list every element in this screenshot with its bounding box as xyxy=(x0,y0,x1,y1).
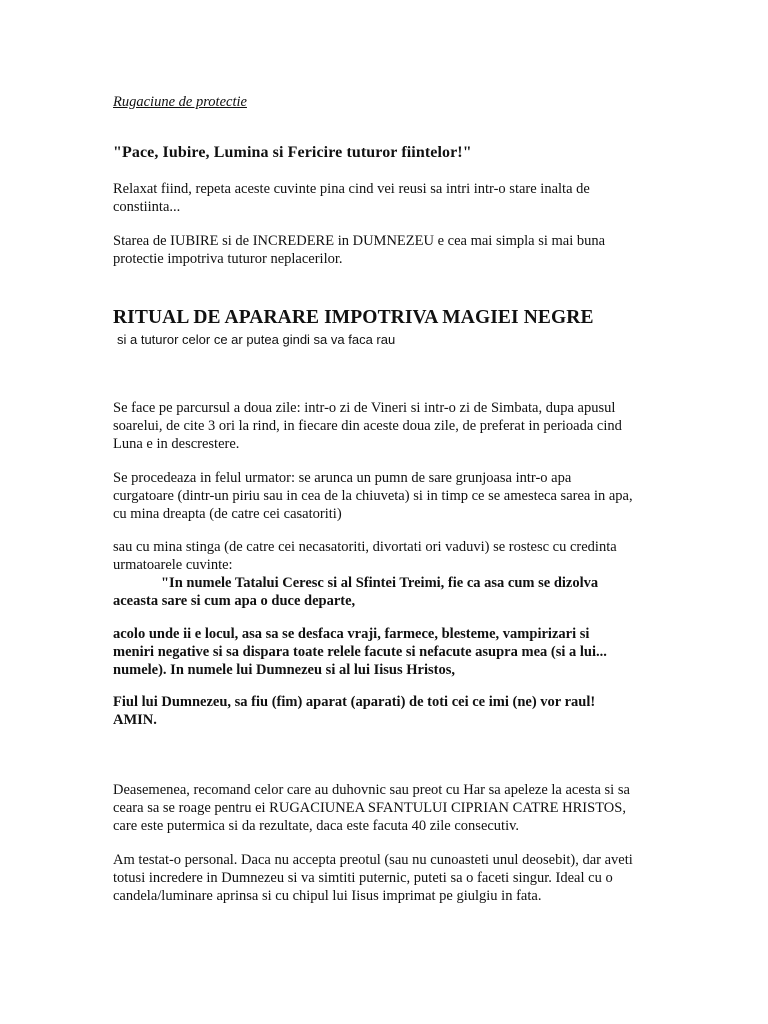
text-line: sau cu mina stinga (de catre cei necasatoriti, divortati ori vaduvi) se rostesc cu credinta xyxy=(113,539,617,555)
text-line: curgatoare (dintr-un piriu sau in cea de la chiuveta) si in timp ce se amesteca sarea in apa, xyxy=(113,488,633,504)
text-line: numele). In numele lui Dumnezeu si al lui Iisus Hristos, xyxy=(113,662,455,678)
prayer-part-2 xyxy=(113,625,658,679)
motto: "Pace, Iubire, Lumina si Fericire tuturor fiintelor!" xyxy=(113,144,472,161)
text-line: constiinta... xyxy=(113,199,181,215)
prayer-part-3 xyxy=(113,693,658,729)
paragraph-procedure xyxy=(113,469,658,523)
paragraph-personal-test xyxy=(113,851,658,905)
text-line: aceasta sare si cum apa o duce departe, xyxy=(113,593,356,609)
text-line: Relaxat fiind, repeta aceste cuvinte pina cind vei reusi sa intri intr-o stare inalta de xyxy=(113,181,590,197)
text-line: candela/luminare aprinsa si cu chipul lui Iisus imprimat pe giulgiu in fata. xyxy=(113,888,542,904)
paragraph-recommendation xyxy=(113,781,658,835)
text-line: totusi incredere in Dumnezeu si va simtiti puternic, puteti sa o faceti singur. Ideal cu o xyxy=(113,870,613,886)
text-line: Starea de IUBIRE si de INCREDERE in DUMNEZEU e cea mai simpla si mai buna xyxy=(113,233,606,249)
ritual-subheading: si a tuturor celor ce ar putea gindi sa va faca rau xyxy=(117,332,396,347)
text-line: Deasemenea, recomand celor care au duhovnic sau preot cu Har sa apeleze la acesta si sa xyxy=(113,782,630,798)
text-line: meniri negative si sa dispara toate relele facute si nefacute asupra mea (si a lui... xyxy=(113,644,607,660)
text-line: AMIN. xyxy=(113,712,157,728)
text-line: Fiul lui Dumnezeu, sa fiu (fim) aparat (aparati) de toti cei ce imi (ne) vor raul! xyxy=(113,694,596,710)
text-line: Se face pe parcursul a doua zile: intr-o zi de Vineri si intr-o zi de Simbata, dupa apusul xyxy=(113,400,616,416)
text-line: protectie impotriva tuturor neplacerilor. xyxy=(113,251,343,267)
paragraph-love-trust xyxy=(113,232,658,268)
text-line: Se procedeaza in felul urmator: se arunca un pumn de sare grunjoasa intr-o apa xyxy=(113,470,572,486)
prayer-part-1 xyxy=(113,574,658,610)
prayer-line: "In numele Tatalui Ceresc si al Sfintei Treimi, fie ca asa cum se dizolva xyxy=(161,575,599,591)
paragraph-schedule xyxy=(113,399,658,453)
text-line: ceara sa se roage pentru ei RUGACIUNEA SFANTULUI CIPRIAN CATRE HRISTOS, xyxy=(113,800,626,816)
text-line: cu mina dreapta (de catre cei casatoriti) xyxy=(113,506,342,522)
paragraph-words xyxy=(113,538,658,574)
text-line xyxy=(113,574,658,592)
text-line: urmatoarele cuvinte: xyxy=(113,557,233,573)
text-line: acolo unde ii e locul, asa sa se desfaca vraji, farmece, blesteme, vampirizari si xyxy=(113,626,590,642)
text-line: care este putermica si da rezultate, daca este facuta 40 zile consecutiv. xyxy=(113,818,520,834)
document-title: Rugaciune de protectie xyxy=(113,94,247,110)
text-line: soarelui, de cite 3 ori la rind, in fiecare din aceste doua zile, de preferat in perioada cind xyxy=(113,418,622,434)
text-line: Luna e in descrestere. xyxy=(113,436,240,452)
ritual-heading: RITUAL DE APARARE IMPOTRIVA MAGIEI NEGRE xyxy=(113,307,594,328)
text-line: Am testat-o personal. Daca nu accepta preotul (sau nu cunoasteti unul deosebit), dar aveti xyxy=(113,852,633,868)
paragraph-relaxation xyxy=(113,180,658,216)
